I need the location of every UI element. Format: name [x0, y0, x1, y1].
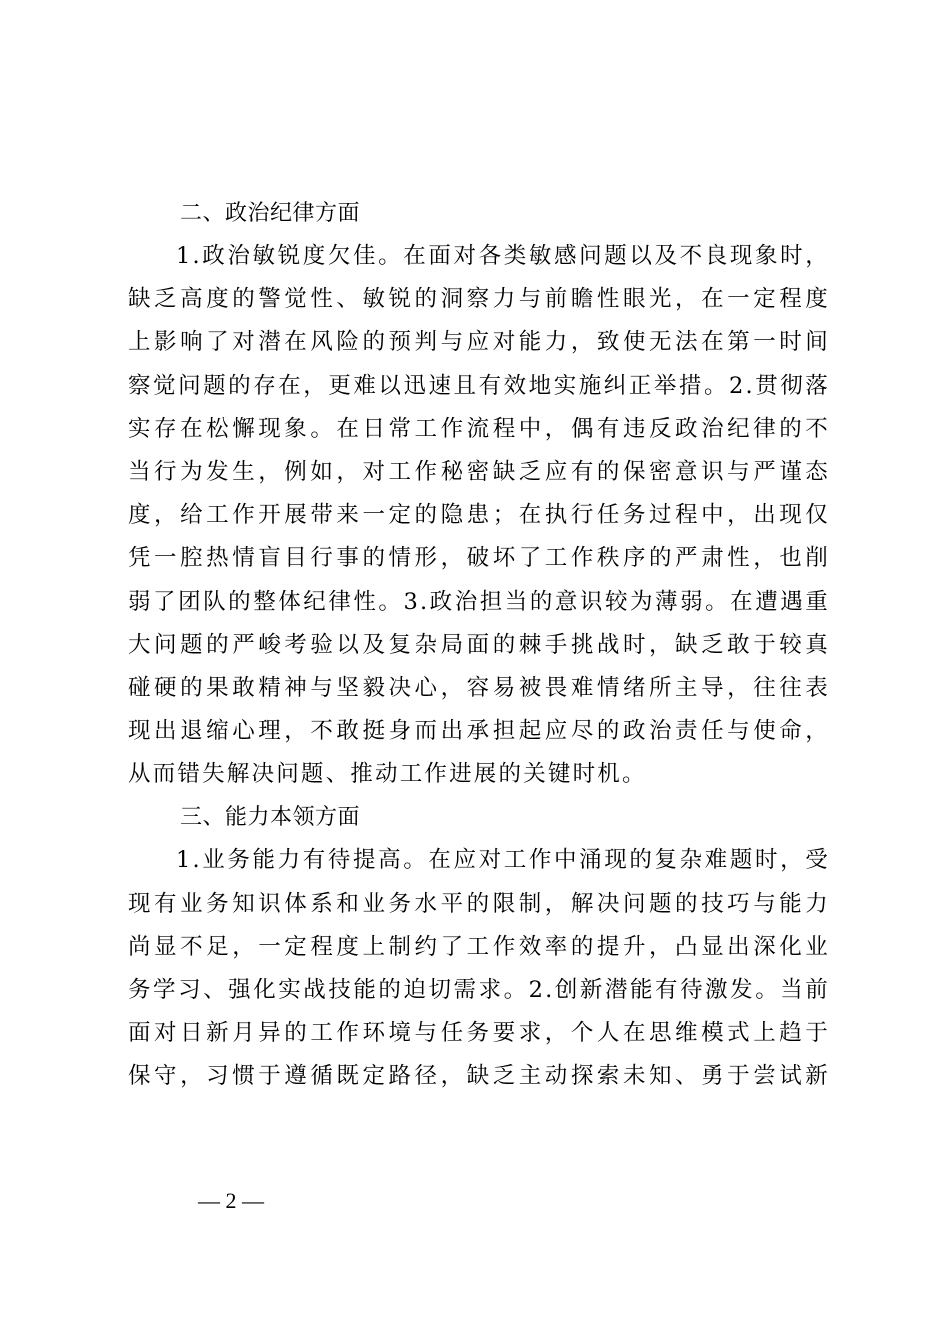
text-line: 凭一腔热情盲目行事的情形，破坏了工作秩序的严肃性，也削: [128, 545, 830, 572]
text-line: 1.政治敏锐度欠佳。在面对各类敏感问题以及不良现象时，: [176, 243, 830, 269]
text-line: 现有业务知识体系和业务水平的限制，解决问题的技巧与能力: [128, 890, 830, 917]
text-line: 保守，习惯于遵循既定路径，缺乏主动探索未知、勇于尝试新: [128, 1063, 830, 1090]
text-line: 1.业务能力有待提高。在应对工作中涌现的复杂难题时，受: [176, 847, 830, 874]
text-line: 缺乏高度的警觉性、敏锐的洞察力与前瞻性眼光，在一定程度: [128, 286, 830, 313]
text-line: 实存在松懈现象。在日常工作流程中，偶有违反政治纪律的不: [128, 415, 830, 442]
section-heading-ability-skills: 三、能力本领方面: [180, 805, 361, 831]
page-number: — 2 —: [198, 1188, 264, 1213]
text-line: 大问题的严峻考验以及复杂局面的棘手挑战时，缺乏敢于较真: [128, 631, 830, 658]
text-line: 从而错失解决问题、推动工作进展的关键时机。: [128, 761, 647, 788]
text-line: 上影响了对潜在风险的预判与应对能力，致使无法在第一时间: [128, 329, 830, 356]
text-line: 当行为发生，例如，对工作秘密缺乏应有的保密意识与严谨态: [128, 458, 830, 485]
text-line: 察觉问题的存在，更难以迅速且有效地实施纠正举措。2.贯彻落: [128, 372, 830, 399]
paragraph-political-discipline: [128, 235, 830, 796]
section-heading-political-discipline: 二、政治纪律方面: [180, 201, 361, 226]
document-body: [128, 192, 830, 1099]
text-line: 现出退缩心理，不敢挺身而出承担起应尽的政治责任与使命，: [128, 718, 830, 745]
paragraph-ability-skills: [128, 839, 830, 1098]
text-line: 弱了团队的整体纪律性。3.政治担当的意识较为薄弱。在遭遇重: [128, 588, 830, 615]
text-line: 碰硬的果敢精神与坚毅决心，容易被畏难情绪所主导，往往表: [128, 674, 830, 701]
text-line: 尚显不足，一定程度上制约了工作效率的提升，凸显出深化业: [128, 933, 830, 960]
text-line: 度，给工作开展带来一定的隐患；在执行任务过程中，出现仅: [128, 502, 830, 529]
text-line: 务学习、强化实战技能的迫切需求。2.创新潜能有待激发。当前: [128, 977, 830, 1003]
text-line: 面对日新月异的工作环境与任务要求，个人在思维模式上趋于: [128, 1020, 830, 1047]
